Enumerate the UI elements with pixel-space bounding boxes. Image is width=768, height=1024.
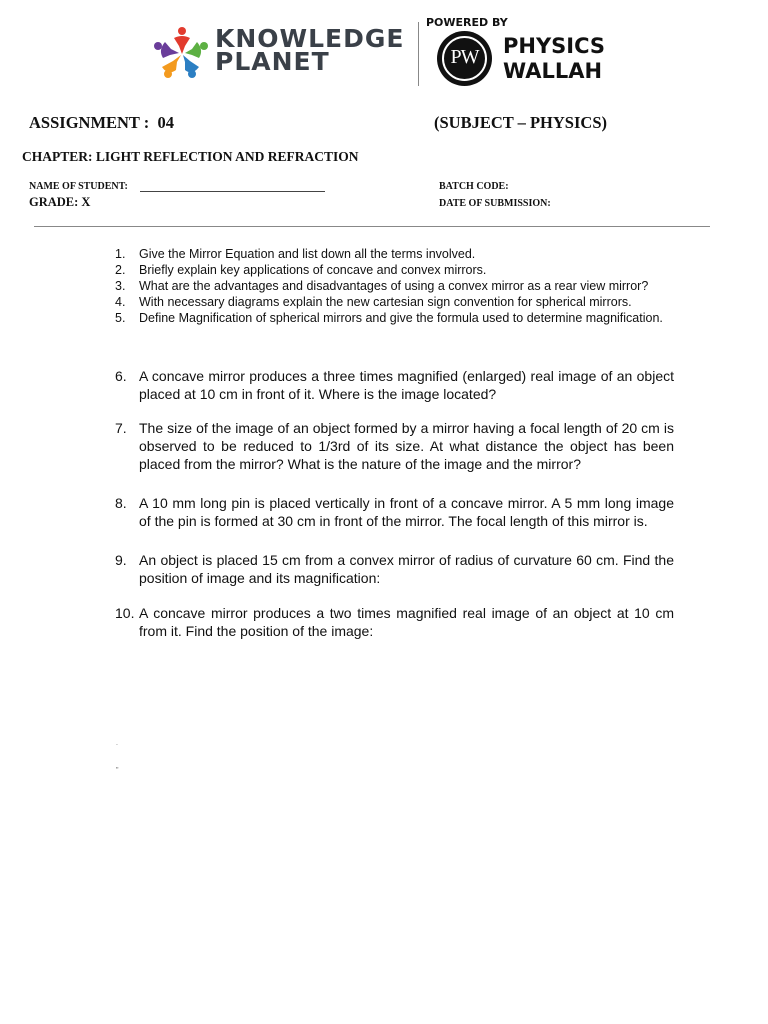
student-name-field[interactable] — [140, 190, 325, 192]
list-item — [0, 262, 768, 278]
stray-mark: . — [116, 740, 118, 747]
student-name-label: NAME OF STUDENT: — [29, 181, 128, 192]
list-item — [0, 278, 768, 294]
question-number: 5. — [115, 311, 126, 325]
knowledge-planet-logo — [152, 24, 417, 82]
question-text: Briefly explain key applications of concave and convex mirrors. — [139, 263, 487, 277]
subject-label: (SUBJECT – PHYSICS) — [434, 113, 607, 132]
question-number: 9. — [115, 552, 127, 568]
pw-line-wallah: WALLAH — [503, 59, 603, 83]
chapter-title: CHAPTER: LIGHT REFLECTION AND REFRACTION — [22, 149, 359, 164]
pw-monogram-icon: PW — [450, 46, 479, 68]
question-list-short — [0, 246, 768, 328]
question-number: 6. — [115, 368, 127, 384]
assignment-title: ASSIGNMENT : 04 — [29, 113, 175, 132]
batch-code-label: BATCH CODE: — [439, 181, 509, 192]
list-item — [0, 294, 768, 310]
submission-date-label: DATE OF SUBMISSION: — [439, 198, 551, 209]
section-divider — [34, 226, 710, 227]
question-text: The size of the image of an object formed by a mirror having a focal length of 20 cm is observed to be reduced to 1/3rd of its size. At what distance the object has been placed from the mirror? What is the nature of the image and the mirror? — [139, 420, 674, 472]
question-number: 10. — [115, 605, 135, 621]
stray-mark: " — [116, 767, 119, 774]
people-circle-icon — [152, 24, 212, 80]
question-number: 1. — [115, 247, 126, 261]
list-item — [0, 246, 768, 262]
logo-line-planet: PLANET — [215, 47, 330, 76]
question-text: With necessary diagrams explain the new cartesian sign convention for spherical mirrors. — [139, 295, 632, 309]
pw-line-physics: PHYSICS — [503, 34, 606, 58]
header-divider — [418, 22, 419, 86]
question-text: Give the Mirror Equation and list down all the terms involved. — [139, 247, 476, 261]
question-text: What are the advantages and disadvantages of using a convex mirror as a rear view mirror? — [139, 279, 649, 293]
logo-line-knowledge: KNOWLEDGE — [215, 24, 405, 53]
grade-label: GRADE: X — [29, 195, 91, 209]
question-number: 7. — [115, 420, 127, 436]
question-number: 8. — [115, 495, 127, 511]
question-text: Define Magnification of spherical mirrors and give the formula used to determine magnification. — [139, 311, 663, 325]
pw-logo-circle — [437, 31, 492, 86]
list-item — [0, 310, 768, 326]
question-number: 4. — [115, 295, 126, 309]
question-text: A concave mirror produces a three times magnified (enlarged) real image of an object placed at 10 cm in front of it. Where is the image located? — [139, 368, 674, 402]
powered-by-label: POWERED BY — [426, 16, 508, 29]
question-text: A concave mirror produces a two times magnified real image of an object at 10 cm from it. Find the position of the image: — [139, 605, 674, 639]
question-text: An object is placed 15 cm from a convex mirror of radius of curvature 60 cm. Find the position of image and its magnification: — [139, 552, 674, 586]
question-number: 3. — [115, 279, 126, 293]
question-number: 2. — [115, 263, 126, 277]
question-text: A 10 mm long pin is placed vertically in front of a concave mirror. A 5 mm long image of the pin is formed at 30 cm in front of the mirror. The focal length of this mirror is. — [139, 495, 674, 529]
